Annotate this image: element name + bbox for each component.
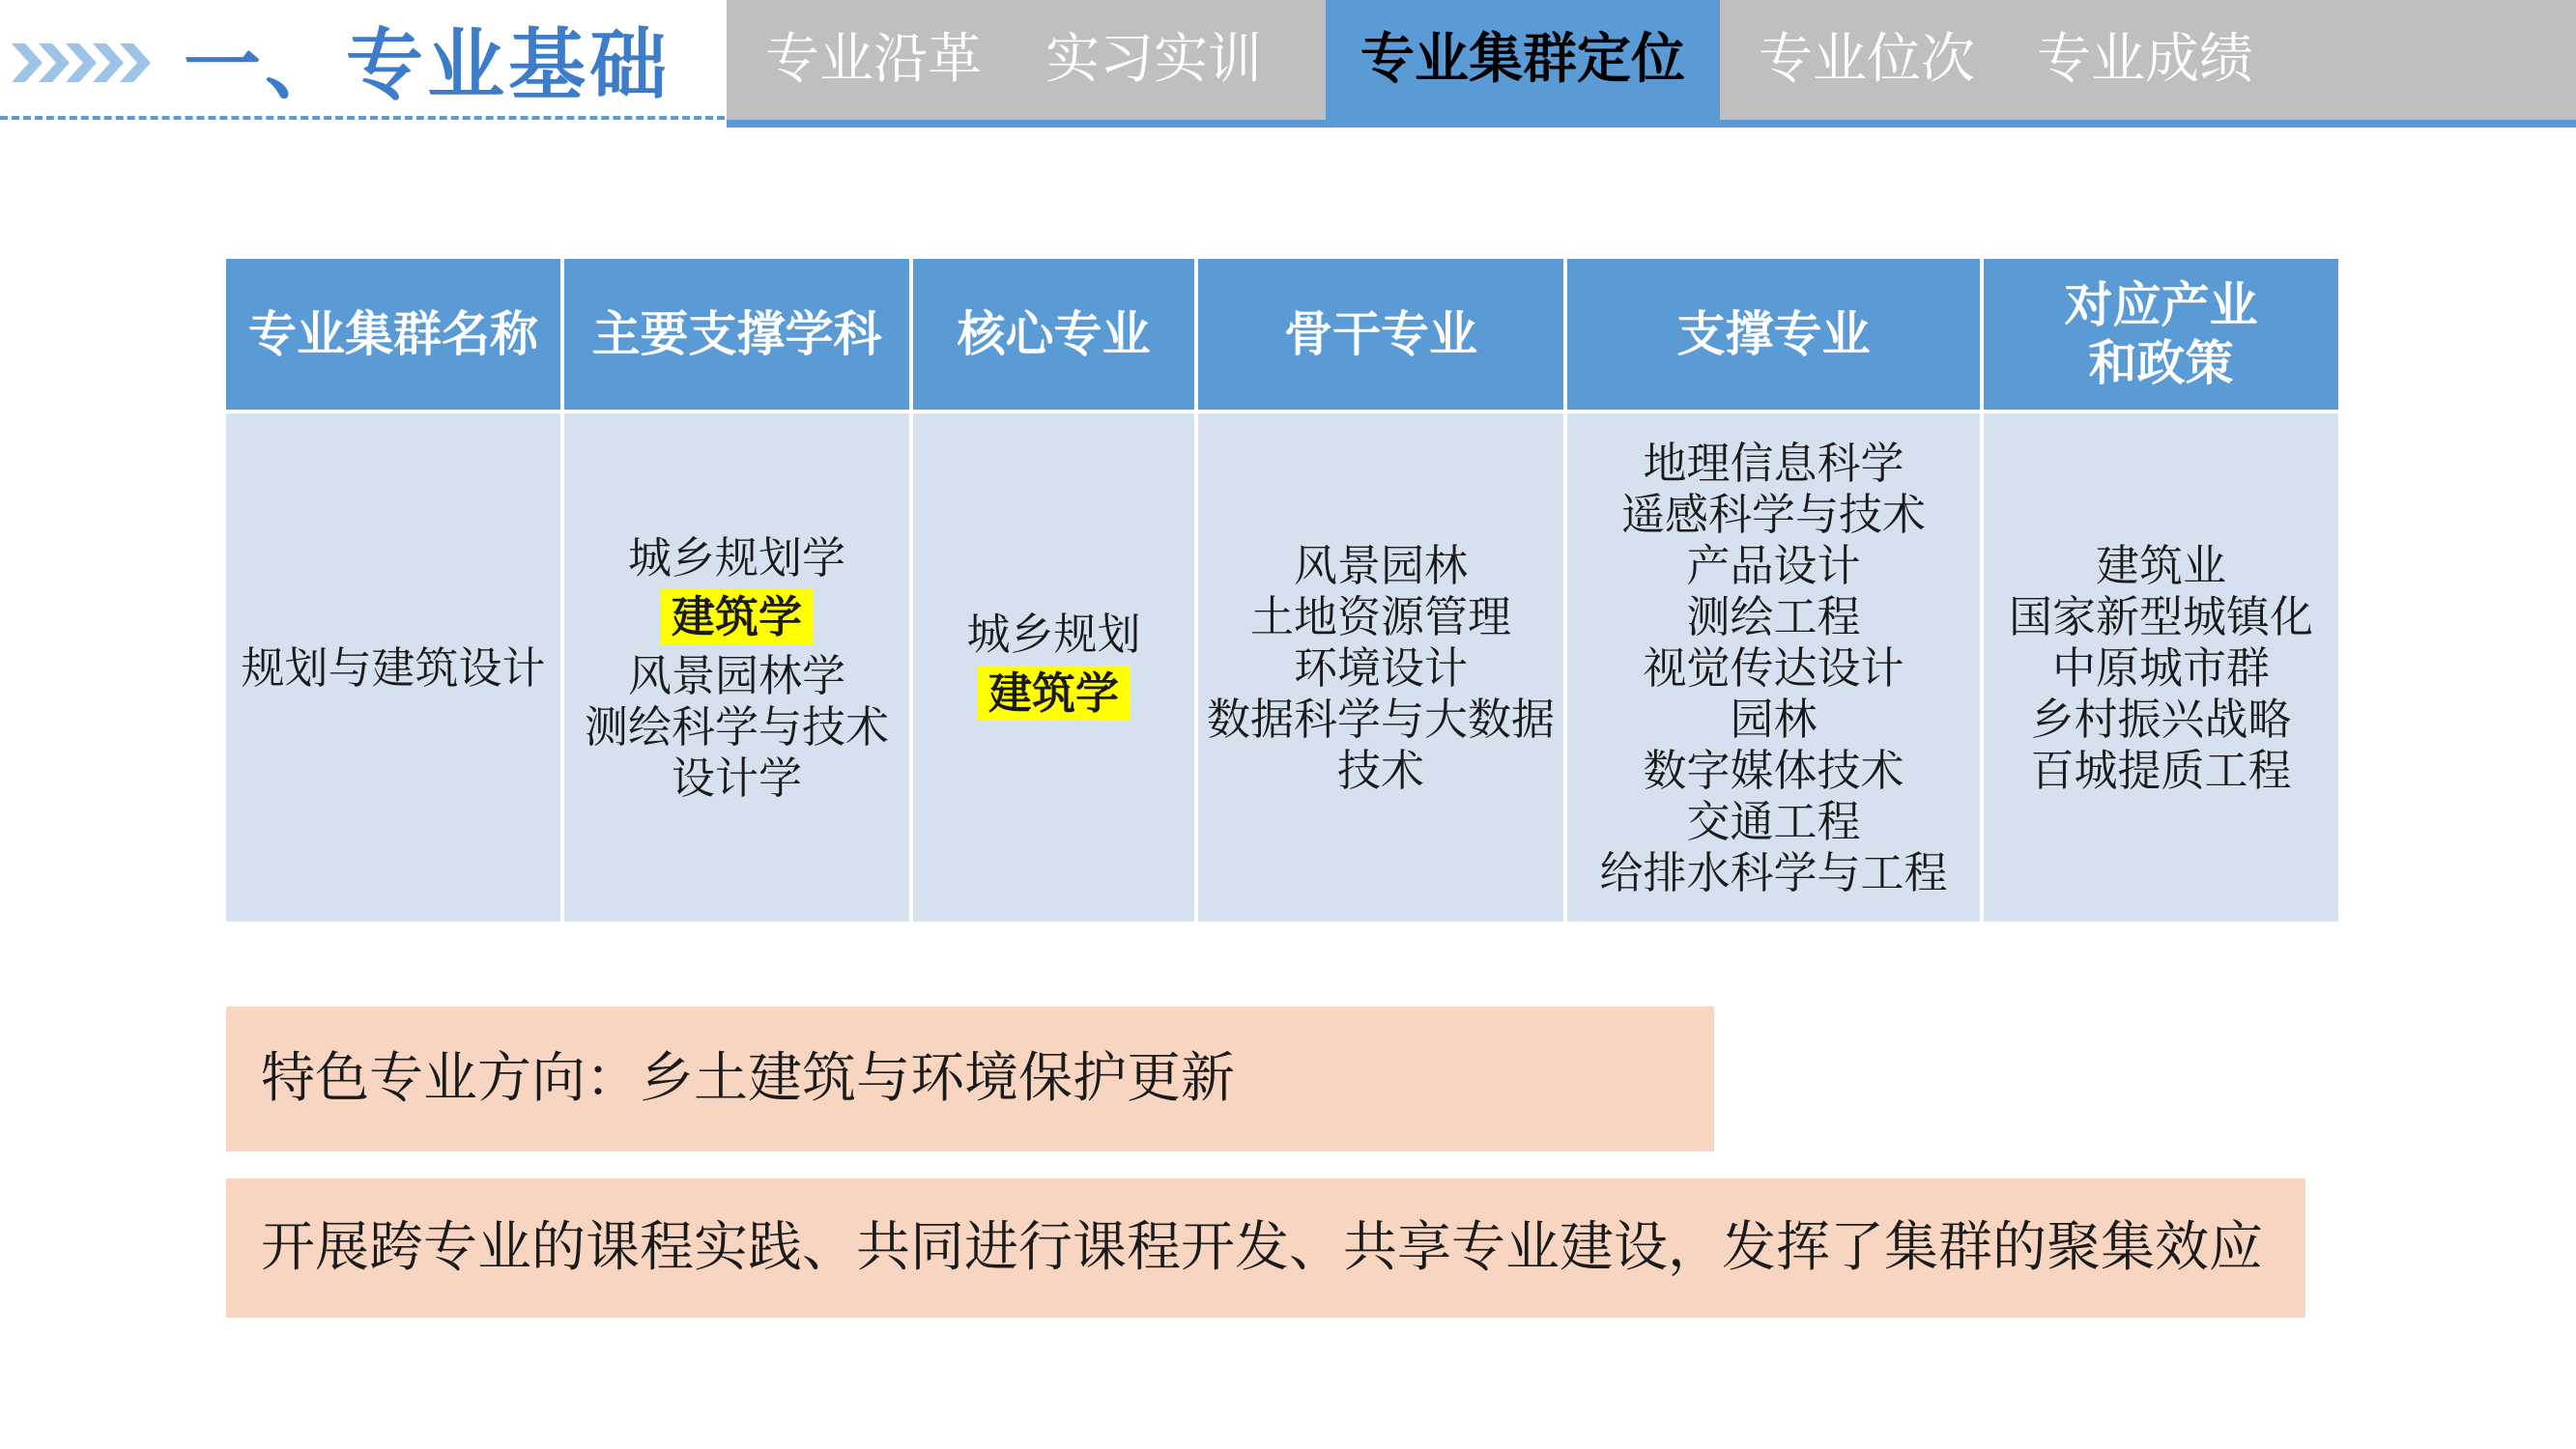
tab-major-ranking[interactable]: 专业位次 [1759, 28, 1975, 91]
feature-direction-note: 特色专业方向：乡土建筑与环境保护更新 [226, 1007, 1714, 1151]
tab-major-history[interactable]: 专业沿革 [765, 28, 982, 91]
header-support-majors [1567, 259, 1980, 410]
header-backbone-majors [1198, 259, 1563, 410]
header-line: 对应产业 [2064, 277, 2258, 333]
cell-supporting-disciplines [564, 413, 909, 922]
list-item: 风景园林学 [627, 649, 845, 701]
header-line: 骨干专业 [1284, 306, 1477, 362]
table-header-row [226, 259, 2338, 410]
list-item: 技术 [1336, 744, 1424, 796]
cell-support-majors [1567, 413, 1980, 922]
cluster-effect-note: 开展跨专业的课程实践、共同进行课程开发、共享专业建设，发挥了集群的聚集效应 [226, 1179, 2305, 1318]
slide-header [0, 0, 2576, 126]
chevrons-icon [12, 39, 166, 87]
list-item: 城乡规划学 [627, 531, 845, 583]
list-item: 给排水科学与工程 [1599, 846, 1948, 898]
header-line: 和政策 [2088, 335, 2234, 391]
highlight-wrapper [570, 583, 903, 650]
cell-cluster-name [226, 413, 560, 922]
list-item: 风景园林 [1293, 539, 1468, 591]
table-row [226, 413, 2338, 922]
tab-bar [727, 0, 2576, 128]
list-item: 土地资源管理 [1249, 590, 1511, 642]
tab-cluster-positioning[interactable]: 专业集群定位 [1326, 0, 1720, 128]
list-item: 百城提质工程 [2030, 744, 2292, 796]
header-cluster-name [226, 259, 560, 410]
list-item: 国家新型城镇化 [2008, 590, 2313, 642]
page-title: 一、专业基础 [184, 20, 671, 110]
list-item: 乡村振兴战略 [2030, 693, 2292, 745]
list-item: 交通工程 [1686, 795, 1861, 847]
title-area [0, 0, 725, 120]
list-item: 测绘工程 [1686, 590, 1861, 642]
list-item: 数据科学与大数据 [1206, 693, 1555, 745]
header-core-majors [913, 259, 1194, 410]
header-line: 专业集群名称 [248, 306, 538, 362]
list-item: 产品设计 [1686, 539, 1861, 591]
list-item: 建筑业 [2095, 539, 2226, 591]
list-item: 数字媒体技术 [1643, 744, 1904, 796]
tab-internship-training[interactable]: 实习实训 [1045, 28, 1262, 91]
tab-major-achievements[interactable]: 专业成绩 [2037, 28, 2253, 91]
cell-industries-policies [1984, 413, 2338, 922]
list-item: 设计学 [671, 752, 802, 804]
list-item: 测绘科学与技术 [584, 700, 889, 753]
highlighted-core-major: 建筑学 [977, 666, 1131, 721]
list-item: 地理信息科学 [1643, 437, 1904, 489]
list-item: 中原城市群 [2051, 641, 2270, 694]
list-item: 环境设计 [1293, 641, 1468, 694]
highlighted-discipline: 建筑学 [660, 589, 814, 644]
list-item: 视觉传达设计 [1643, 641, 1904, 694]
header-line: 主要支撑学科 [591, 306, 882, 362]
cluster-table [222, 255, 2342, 925]
list-item: 遥感科学与技术 [1620, 488, 1926, 540]
header-supporting-disciplines [564, 259, 909, 410]
cell-backbone-majors [1198, 413, 1563, 922]
list-item: 城乡规划 [966, 609, 1141, 660]
highlight-wrapper [919, 660, 1188, 726]
header-line: 核心专业 [957, 306, 1151, 362]
cluster-name: 规划与建筑设计 [241, 641, 546, 694]
header-line: 支撑专业 [1676, 306, 1871, 362]
list-item: 园林 [1730, 693, 1818, 745]
cell-core-majors [913, 413, 1194, 922]
header-industries-policies [1984, 259, 2338, 410]
